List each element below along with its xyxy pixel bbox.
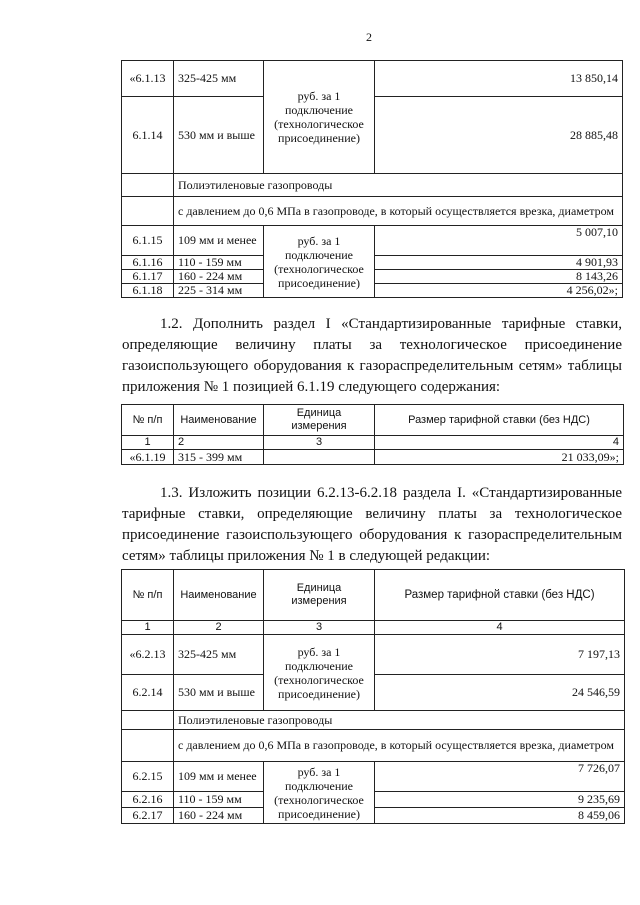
column-number: 4 (375, 436, 624, 450)
section-title: Полиэтиленовые газопроводы (174, 174, 623, 197)
row-number: «6.1.19 (122, 450, 174, 465)
row-number: 6.1.17 (122, 270, 174, 284)
section-subtitle: с давлением до 0,6 МПа в газопроводе, в который осуществляется врезка, диаметром (174, 197, 623, 226)
header-name: Наименование (174, 570, 264, 621)
unit-cell: руб. за 1 подключение (технологическое присоединение) (264, 61, 375, 174)
row-number: 6.2.16 (122, 792, 174, 808)
table-row (122, 635, 625, 675)
row-number: 6.2.17 (122, 808, 174, 824)
header-row (122, 405, 624, 436)
row-name: 160 - 224 мм (174, 808, 264, 824)
row-value: 4 901,93 (375, 256, 623, 270)
row-value: 24 546,59 (375, 675, 625, 711)
row-value: 21 033,09»; (375, 450, 624, 465)
column-number: 2 (174, 436, 264, 450)
row-name: 110 - 159 мм (174, 256, 264, 270)
row-value: 8 143,26 (375, 270, 623, 284)
tariff-table-6-1-19 (121, 404, 624, 465)
section-row (122, 711, 625, 730)
unit-cell: руб. за 1 подключение (технологическое присоединение) (264, 635, 375, 711)
table-row (122, 762, 625, 792)
header-num: № п/п (122, 570, 174, 621)
paragraph-1-3 (122, 483, 622, 567)
row-name: 325-425 мм (174, 61, 264, 97)
row-name: 109 мм и менее (174, 226, 264, 256)
header-num: № п/п (122, 405, 174, 436)
section-row (122, 174, 623, 197)
section-row (122, 730, 625, 762)
section-row (122, 197, 623, 226)
column-number: 1 (122, 436, 174, 450)
row-name: 530 мм и выше (174, 675, 264, 711)
header-rate: Размер тарифной ставки (без НДС) (375, 570, 625, 621)
row-number: 6.2.15 (122, 762, 174, 792)
unit-cell: руб. за 1 подключение (технологическое присоединение) (264, 762, 375, 824)
row-value: 7 197,13 (375, 635, 625, 675)
column-number: 1 (122, 621, 174, 635)
row-value: 13 850,14 (375, 61, 623, 97)
row-value: 9 235,69 (375, 792, 625, 808)
header-unit: Единица измерения (264, 405, 375, 436)
unit-cell: руб. за 1 подключение (технологическое присоединение) (264, 226, 375, 298)
row-value: 5 007,10 (375, 226, 623, 256)
row-number: 6.1.15 (122, 226, 174, 256)
section-subtitle: с давлением до 0,6 МПа в газопроводе, в который осуществляется врезка, диаметром (174, 730, 625, 762)
row-name: 325-425 мм (174, 635, 264, 675)
column-number: 2 (174, 621, 264, 635)
row-number: 6.2.14 (122, 675, 174, 711)
row-value: 7 726,07 (375, 762, 625, 792)
column-number: 3 (264, 436, 375, 450)
column-number: 3 (264, 621, 375, 635)
row-name: 109 мм и менее (174, 762, 264, 792)
column-number: 4 (375, 621, 625, 635)
header-name: Наименование (174, 405, 264, 436)
paragraph-1-2-text: 1.2. Дополнить раздел I «Стандартизированные тарифные ставки, определяющие величину платы за технологическое присоединение газоиспользующего оборудования к газораспределительным сетям» таблицы приложения № 1 позицией 6.1.19 следующего содержания: (122, 316, 622, 395)
row-name: 530 мм и выше (174, 97, 264, 174)
table-row (122, 226, 623, 256)
row-number: 6.1.18 (122, 284, 174, 298)
row-value: 8 459,06 (375, 808, 625, 824)
row-number: «6.1.13 (122, 61, 174, 97)
column-number-row (122, 436, 624, 450)
row-number: 6.1.14 (122, 97, 174, 174)
tariff-table-6-1 (121, 60, 623, 298)
row-name: 110 - 159 мм (174, 792, 264, 808)
paragraph-1-3-text: 1.3. Изложить позиции 6.2.13-6.2.18 раздела I. «Стандартизированные тарифные ставки, определяющие величину платы за технологическое присоединение газоиспользующего оборудования к газораспределительным сетям» таблицы приложения № 1 в следующей редакции: (122, 485, 622, 564)
header-rate: Размер тарифной ставки (без НДС) (375, 405, 624, 436)
section-title: Полиэтиленовые газопроводы (174, 711, 625, 730)
tariff-table-6-2 (121, 569, 625, 824)
table-row (122, 450, 624, 465)
table-row (122, 61, 623, 97)
row-number: 6.1.16 (122, 256, 174, 270)
page-number: 2 (366, 30, 372, 44)
row-value: 4 256,02»; (375, 284, 623, 298)
paragraph-1-2 (122, 314, 622, 398)
row-name: 225 - 314 мм (174, 284, 264, 298)
row-value: 28 885,48 (375, 97, 623, 174)
column-number-row (122, 621, 625, 635)
header-unit: Единица измерения (264, 570, 375, 621)
row-name: 160 - 224 мм (174, 270, 264, 284)
row-number: «6.2.13 (122, 635, 174, 675)
row-name: 315 - 399 мм (174, 450, 264, 465)
header-row (122, 570, 625, 621)
